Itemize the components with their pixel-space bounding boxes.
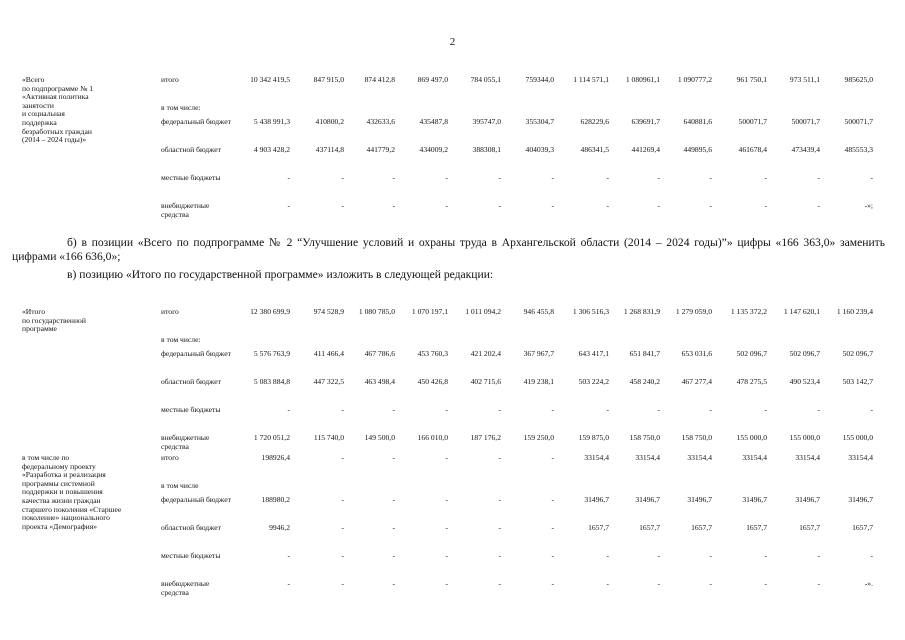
table-cell: 367 967,7 xyxy=(523,349,554,358)
table-cell: 5 576 763,9 xyxy=(253,349,290,358)
row-label: областной бюджет xyxy=(161,523,221,532)
table-row xyxy=(12,496,897,524)
paragraph-b: б) в позиции «Всего по подпрограмме № 2 “Улучшение условий и охраны труда в Архангельской области (2014 – 2024 годы)”» цифры «166 363,0» заменить цифрами «166 636,0»; xyxy=(12,236,885,263)
table-cell: - xyxy=(445,579,448,588)
table-federal-project xyxy=(12,454,897,608)
table-cell: 874 412,8 xyxy=(364,75,395,84)
table-cell: - xyxy=(445,551,448,560)
table-cell: - xyxy=(764,579,767,588)
table-cell: - xyxy=(287,405,290,414)
table-cell: 1 080961,1 xyxy=(625,75,660,84)
table-cell: 1 306 516,3 xyxy=(572,307,609,316)
paragraph-v: в) позицию «Итого по государственной программе» изложить в следующей редакции: xyxy=(67,268,494,281)
table-cell: - xyxy=(709,551,712,560)
table-cell: - xyxy=(870,173,873,182)
table-cell: 1657,7 xyxy=(746,523,767,532)
table-cell: 651 841,7 xyxy=(629,349,660,358)
table-cell: - xyxy=(817,579,820,588)
table-description: в том числе по федеральному проекту «Разработка и реализация программы системной поддержки и повышения качества жизни граждан старшего поколения «Старшее поколение» национального проекта «Демография» xyxy=(22,453,122,531)
table-cell: 1 070 197,1 xyxy=(411,307,448,316)
table-cell: 441269,4 xyxy=(631,145,660,154)
table-row xyxy=(12,350,897,378)
table-cell: - xyxy=(657,201,660,210)
table-subprogram-1 xyxy=(12,76,897,230)
table-cell: 1657,7 xyxy=(588,523,609,532)
table-cell: 33154,4 xyxy=(795,453,820,462)
table-cell: -»; xyxy=(864,201,873,210)
table-cell: - xyxy=(445,495,448,504)
table-cell: - xyxy=(551,201,554,210)
table-cell: - xyxy=(392,405,395,414)
table-cell: - xyxy=(551,495,554,504)
table-cell: - xyxy=(287,579,290,588)
table-cell: 437114,8 xyxy=(315,145,344,154)
table-cell: 1657,7 xyxy=(639,523,660,532)
table-cell: - xyxy=(498,173,501,182)
table-cell: 33154,4 xyxy=(687,453,712,462)
table-cell: 31496,7 xyxy=(848,495,873,504)
row-label: в том числе: xyxy=(161,103,201,112)
table-cell: 467 277,4 xyxy=(681,377,712,386)
table-cell: 1 160 239,4 xyxy=(836,307,873,316)
table-cell: - xyxy=(287,201,290,210)
table-cell: 640881,6 xyxy=(683,117,712,126)
table-cell: 1 135 372,2 xyxy=(730,307,767,316)
table-cell: - xyxy=(341,495,344,504)
table-cell: 355304,7 xyxy=(525,117,554,126)
table-cell: - xyxy=(657,173,660,182)
row-label: внебюджетные средства xyxy=(161,433,210,451)
table-cell: 419 238,1 xyxy=(523,377,554,386)
table-cell: 1 114 571,1 xyxy=(573,75,609,84)
table-cell: - xyxy=(870,405,873,414)
table-cell: 946 455,8 xyxy=(523,307,554,316)
table-cell: 158 750,0 xyxy=(629,433,660,442)
table-cell: 1 011 094,2 xyxy=(465,307,501,316)
table-cell: - xyxy=(764,405,767,414)
table-cell: 12 380 699,9 xyxy=(250,307,290,316)
table-cell: - xyxy=(606,173,609,182)
table-cell: 473439,4 xyxy=(791,145,820,154)
table-cell: 463 498,4 xyxy=(364,377,395,386)
table-cell: 628229,6 xyxy=(580,117,609,126)
table-row xyxy=(12,118,897,146)
table-cell: 1 147 620,1 xyxy=(783,307,820,316)
table-description: «Итого по государственной программе xyxy=(22,307,86,334)
table-cell: - xyxy=(657,551,660,560)
table-cell: 435487,8 xyxy=(419,117,448,126)
table-cell: 973 511,1 xyxy=(789,75,820,84)
table-cell: 9946,2 xyxy=(269,523,290,532)
table-cell: 500071,7 xyxy=(844,117,873,126)
table-cell: 490 523,4 xyxy=(789,377,820,386)
table-cell: - xyxy=(287,551,290,560)
table-cell: - xyxy=(445,173,448,182)
table-cell: 388308,1 xyxy=(472,145,501,154)
table-cell: - xyxy=(551,579,554,588)
table-row xyxy=(12,174,897,202)
row-label: областной бюджет xyxy=(161,377,221,386)
table-cell: 31496,7 xyxy=(687,495,712,504)
table-cell: - xyxy=(551,405,554,414)
table-cell: 502 096,7 xyxy=(842,349,873,358)
table-row xyxy=(12,76,897,104)
table-cell: - xyxy=(657,579,660,588)
table-row xyxy=(12,308,897,336)
table-cell: 441779,2 xyxy=(366,145,395,154)
table-cell: - xyxy=(392,495,395,504)
table-cell: - xyxy=(445,405,448,414)
table-cell: - xyxy=(551,551,554,560)
table-cell: 33154,4 xyxy=(742,453,767,462)
table-cell: 4 903 428,2 xyxy=(253,145,290,154)
table-cell: 486341,5 xyxy=(580,145,609,154)
table-cell: 500071,7 xyxy=(791,117,820,126)
table-cell: - xyxy=(341,405,344,414)
table-cell: - xyxy=(764,551,767,560)
table-cell: 10 342 419,5 xyxy=(250,75,290,84)
table-cell: 502 096,7 xyxy=(789,349,820,358)
table-cell: - xyxy=(341,579,344,588)
table-cell: - xyxy=(764,173,767,182)
table-cell: 149 500,0 xyxy=(364,433,395,442)
table-cell: - xyxy=(498,495,501,504)
table-cell: 159 875,0 xyxy=(578,433,609,442)
table-cell: 503 142,7 xyxy=(842,377,873,386)
table-cell: - xyxy=(551,173,554,182)
table-cell: - xyxy=(341,173,344,182)
table-cell: 1 268 831,9 xyxy=(623,307,660,316)
table-cell: - xyxy=(657,405,660,414)
table-cell: - xyxy=(341,523,344,532)
row-label: итого xyxy=(161,453,179,462)
row-label: федеральный бюджет xyxy=(161,495,231,504)
table-cell: - xyxy=(606,201,609,210)
table-cell: - xyxy=(709,579,712,588)
table-cell: 500071,7 xyxy=(738,117,767,126)
table-cell: - xyxy=(392,523,395,532)
table-cell: 5 438 991,3 xyxy=(253,117,290,126)
table-cell: - xyxy=(551,453,554,462)
table-description: «Всего по подпрограмме № 1 «Активная политика занятости и социальная поддержка безработных граждан (2014 – 2024 годы)» xyxy=(22,75,94,145)
table-cell: - xyxy=(764,201,767,210)
table-cell: - xyxy=(817,551,820,560)
table-cell: 432633,6 xyxy=(366,117,395,126)
table-cell: 961 750,1 xyxy=(736,75,767,84)
table-cell: 502 096,7 xyxy=(736,349,767,358)
table-row xyxy=(12,104,897,118)
row-label: итого xyxy=(161,75,179,84)
table-cell: - xyxy=(498,523,501,532)
table-cell: 759344,0 xyxy=(525,75,554,84)
table-cell: 485553,3 xyxy=(844,145,873,154)
row-label: внебюджетные средства xyxy=(161,579,210,597)
table-cell: 1 080 785,0 xyxy=(358,307,395,316)
table-cell: -». xyxy=(864,579,873,588)
table-cell: - xyxy=(709,201,712,210)
table-cell: - xyxy=(498,453,501,462)
table-cell: 404039,3 xyxy=(525,145,554,154)
table-cell: - xyxy=(709,173,712,182)
row-label: местные бюджеты xyxy=(161,405,221,414)
table-cell: 1 090777,2 xyxy=(677,75,712,84)
table-cell: - xyxy=(287,173,290,182)
table-cell: 639691,7 xyxy=(631,117,660,126)
table-cell: - xyxy=(341,453,344,462)
row-label: местные бюджеты xyxy=(161,173,221,182)
table-cell: - xyxy=(445,523,448,532)
row-label: областной бюджет xyxy=(161,145,221,154)
table-cell: - xyxy=(606,579,609,588)
table-cell: 166 010,0 xyxy=(417,433,448,442)
table-cell: - xyxy=(498,405,501,414)
table-cell: 402 715,6 xyxy=(470,377,501,386)
table-cell: 421 202,4 xyxy=(470,349,501,358)
table-cell: 31496,7 xyxy=(584,495,609,504)
table-cell: 643 417,1 xyxy=(578,349,609,358)
row-label: федеральный бюджет xyxy=(161,349,231,358)
table-cell: 155 000,0 xyxy=(789,433,820,442)
table-cell: - xyxy=(392,173,395,182)
table-cell: - xyxy=(341,551,344,560)
table-row xyxy=(12,146,897,174)
table-cell: - xyxy=(392,453,395,462)
table-cell: 1 720 051,2 xyxy=(253,433,290,442)
table-cell: 410800,2 xyxy=(315,117,344,126)
table-cell: - xyxy=(445,453,448,462)
table-row xyxy=(12,454,897,482)
table-cell: - xyxy=(445,201,448,210)
table-cell: - xyxy=(498,579,501,588)
table-cell: 985625,0 xyxy=(844,75,873,84)
table-cell: 461678,4 xyxy=(738,145,767,154)
table-cell: 784 055,1 xyxy=(470,75,501,84)
row-label: местные бюджеты xyxy=(161,551,221,560)
table-cell: - xyxy=(551,523,554,532)
row-label: в том числе: xyxy=(161,335,201,344)
table-cell: 198926,4 xyxy=(261,453,290,462)
table-cell: 33154,4 xyxy=(635,453,660,462)
table-cell: 503 224,2 xyxy=(578,377,609,386)
table-cell: 447 322,5 xyxy=(313,377,344,386)
table-cell: 458 240,2 xyxy=(629,377,660,386)
table-cell: 653 031,6 xyxy=(681,349,712,358)
table-cell: - xyxy=(392,551,395,560)
page-number: 2 xyxy=(449,36,456,48)
table-cell: 155 000,0 xyxy=(842,433,873,442)
table-cell: - xyxy=(341,201,344,210)
table-cell: 434009,2 xyxy=(419,145,448,154)
table-row xyxy=(12,482,897,496)
table-cell: - xyxy=(817,405,820,414)
table-cell: 1657,7 xyxy=(691,523,712,532)
table-row xyxy=(12,406,897,434)
table-row xyxy=(12,336,897,350)
row-label: в том числе xyxy=(161,481,199,490)
table-cell: 1 279 059,0 xyxy=(675,307,712,316)
table-cell: 449895,6 xyxy=(683,145,712,154)
table-cell: 31496,7 xyxy=(795,495,820,504)
row-label: внебюджетные средства xyxy=(161,201,210,219)
table-cell: - xyxy=(817,201,820,210)
table-cell: - xyxy=(498,551,501,560)
table-cell: - xyxy=(606,551,609,560)
table-cell: 974 528,9 xyxy=(313,307,344,316)
table-cell: - xyxy=(392,579,395,588)
table-row xyxy=(12,378,897,406)
table-cell: 411 466,4 xyxy=(313,349,344,358)
table-cell: 33154,4 xyxy=(848,453,873,462)
table-row xyxy=(12,580,897,608)
table-cell: 31496,7 xyxy=(635,495,660,504)
table-cell: 453 760,3 xyxy=(417,349,448,358)
table-row xyxy=(12,552,897,580)
table-cell: 395747,0 xyxy=(472,117,501,126)
table-cell: 1657,7 xyxy=(852,523,873,532)
row-label: итого xyxy=(161,307,179,316)
table-cell: - xyxy=(606,405,609,414)
table-cell: 115 740,0 xyxy=(313,433,344,442)
table-cell: 188980,2 xyxy=(261,495,290,504)
table-cell: 847 915,0 xyxy=(313,75,344,84)
table-cell: - xyxy=(870,551,873,560)
table-cell: 1657,7 xyxy=(799,523,820,532)
table-cell: 33154,4 xyxy=(584,453,609,462)
table-row xyxy=(12,202,897,230)
table-cell: 187 176,2 xyxy=(470,433,501,442)
table-cell: - xyxy=(392,201,395,210)
row-label: федеральный бюджет xyxy=(161,117,231,126)
table-cell: 31496,7 xyxy=(742,495,767,504)
table-cell: 869 497,0 xyxy=(417,75,448,84)
table-cell: 478 275,5 xyxy=(736,377,767,386)
table-cell: 450 426,8 xyxy=(417,377,448,386)
table-cell: 158 750,0 xyxy=(681,433,712,442)
table-cell: 159 250,0 xyxy=(523,433,554,442)
table-cell: 155 000,0 xyxy=(736,433,767,442)
table-cell: - xyxy=(817,173,820,182)
table-cell: 5 083 884,8 xyxy=(253,377,290,386)
table-cell: - xyxy=(709,405,712,414)
table-cell: - xyxy=(498,201,501,210)
table-cell: 467 786,6 xyxy=(364,349,395,358)
table-total-program xyxy=(12,308,897,462)
table-row xyxy=(12,524,897,552)
